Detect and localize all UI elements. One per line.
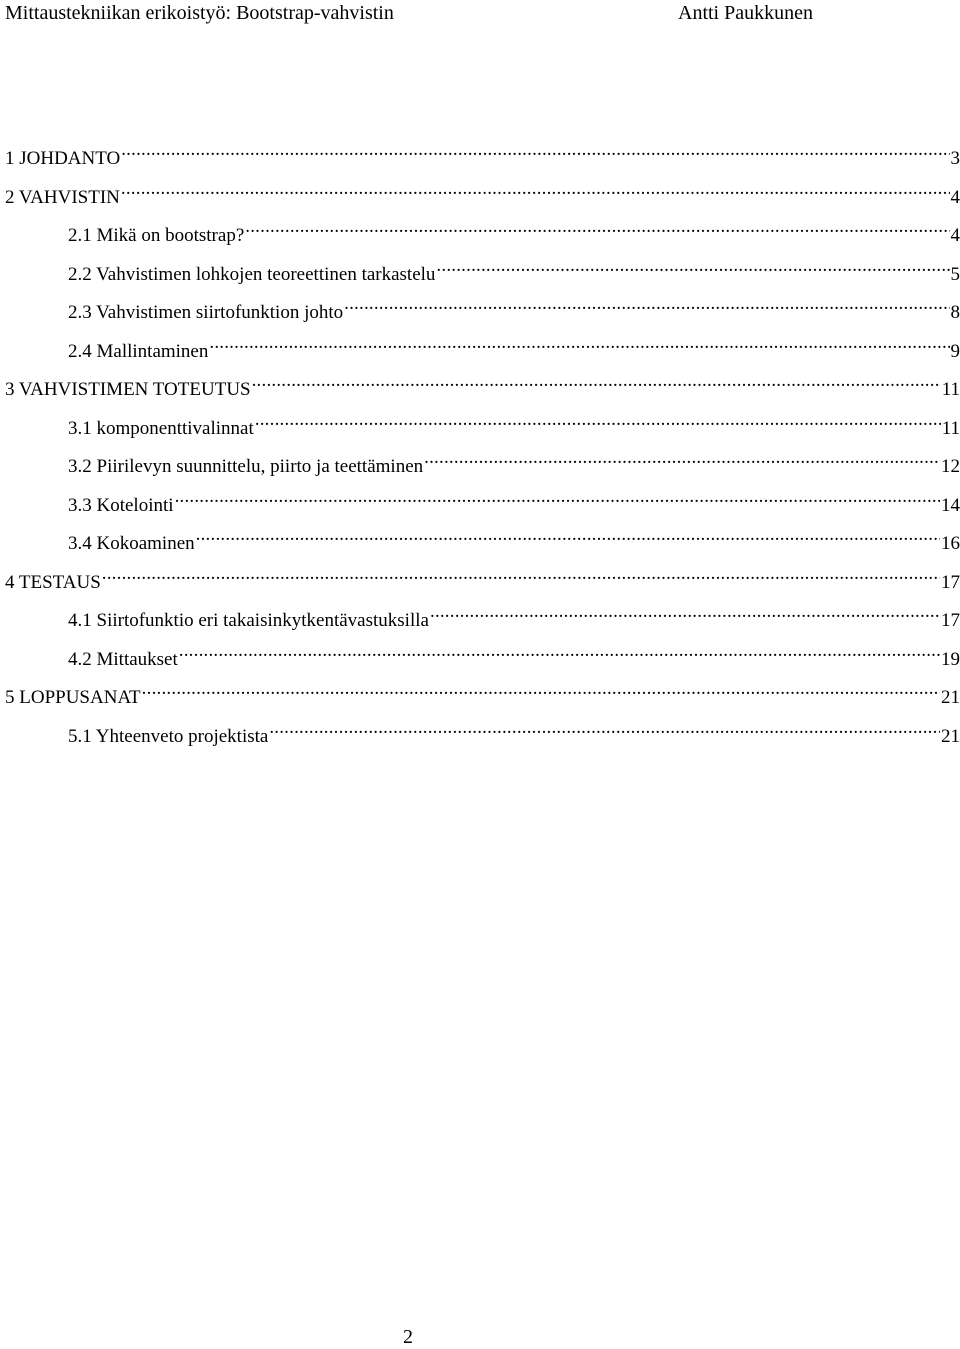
toc-dot-leader <box>179 637 940 665</box>
toc-entry-title: 4.2 Mittaukset <box>68 648 178 670</box>
toc-dot-leader <box>269 714 940 742</box>
toc-entry-page: 4 <box>950 225 960 246</box>
toc-entry-page: 19 <box>941 648 960 670</box>
toc-entry-yhteenveto[interactable] <box>5 714 960 753</box>
toc-entry-page: 14 <box>941 494 960 516</box>
table-of-contents <box>5 136 960 752</box>
toc-entry-johdanto[interactable] <box>5 136 960 175</box>
toc-entry-title: 3.3 Kotelointi <box>68 494 174 516</box>
toc-entry-title: 3 VAHVISTIMEN TOTEUTUS <box>5 379 251 400</box>
toc-dot-leader <box>252 367 941 395</box>
toc-dot-leader <box>245 213 949 241</box>
toc-entry-title: 2.1 Mikä on bootstrap? <box>68 225 245 246</box>
toc-entry-page: 5 <box>950 263 960 285</box>
toc-dot-leader <box>255 406 941 434</box>
toc-entry-page: 12 <box>941 456 960 477</box>
toc-dot-leader <box>142 675 940 703</box>
toc-entry-page: 4 <box>950 186 960 208</box>
page-number: 2 <box>403 1326 413 1348</box>
toc-entry-kotelointi[interactable] <box>5 483 960 522</box>
toc-entry-title: 3.4 Kokoaminen <box>68 533 195 554</box>
toc-entry-page: 16 <box>941 533 960 554</box>
toc-entry-vahvistimen-toteutus[interactable] <box>5 367 960 406</box>
toc-entry-komponenttivalinnat[interactable] <box>5 406 960 445</box>
toc-dot-leader <box>436 252 949 280</box>
toc-dot-leader <box>209 329 949 357</box>
toc-entry-piirilevyn-suunnittelu[interactable] <box>5 444 960 483</box>
toc-entry-mallintaminen[interactable] <box>5 329 960 368</box>
toc-entry-mittaukset[interactable] <box>5 637 960 676</box>
toc-entry-page: 3 <box>950 148 960 169</box>
page-header <box>5 0 813 28</box>
toc-entry-title: 3.1 komponenttivalinnat <box>68 417 254 439</box>
toc-entry-loppusanat[interactable] <box>5 675 960 714</box>
toc-entry-page: 21 <box>941 725 960 747</box>
toc-entry-page: 8 <box>950 302 960 323</box>
toc-dot-leader <box>344 290 949 318</box>
document-title: Mittaustekniikan erikoistyö: Bootstrap-vahvistin <box>5 2 394 24</box>
toc-entry-title: 3.2 Piirilevyn suunnittelu, piirto ja teettäminen <box>68 456 424 477</box>
toc-entry-title: 2 VAHVISTIN <box>5 186 120 208</box>
toc-entry-title: 4 TESTAUS <box>5 571 101 593</box>
toc-dot-leader <box>102 560 940 588</box>
toc-dot-leader <box>430 598 940 626</box>
toc-entry-kokoaminen[interactable] <box>5 521 960 560</box>
toc-entry-page: 17 <box>941 610 960 631</box>
toc-entry-title: 1 JOHDANTO <box>5 148 121 169</box>
toc-entry-title: 2.3 Vahvistimen siirtofunktion johto <box>68 302 344 323</box>
toc-dot-leader <box>175 483 940 511</box>
toc-dot-leader <box>121 175 950 203</box>
toc-entry-lohkojen-tarkastelu[interactable] <box>5 252 960 291</box>
toc-dot-leader <box>424 444 940 472</box>
author-name: Antti Paukkunen <box>678 2 813 24</box>
toc-entry-mika-on-bootstrap[interactable] <box>5 213 960 252</box>
toc-entry-siirtofunktio[interactable] <box>5 598 960 637</box>
toc-entry-page: 11 <box>941 379 960 400</box>
toc-entry-testaus[interactable] <box>5 560 960 599</box>
toc-entry-title: 4.1 Siirtofunktio eri takaisinkytkentävastuksilla <box>68 610 429 631</box>
toc-entry-page: 9 <box>950 340 960 362</box>
toc-entry-page: 11 <box>941 417 960 439</box>
toc-entry-page: 21 <box>941 687 960 708</box>
toc-entry-page: 17 <box>941 571 960 593</box>
toc-entry-siirtofunktion-johto[interactable] <box>5 290 960 329</box>
toc-entry-title: 5.1 Yhteenveto projektista <box>68 725 269 747</box>
toc-dot-leader <box>196 521 940 549</box>
toc-entry-title: 2.4 Mallintaminen <box>68 340 209 362</box>
toc-dot-leader <box>121 136 949 164</box>
toc-entry-title: 2.2 Vahvistimen lohkojen teoreettinen tarkastelu <box>68 263 436 285</box>
toc-entry-title: 5 LOPPUSANAT <box>5 687 141 708</box>
toc-entry-vahvistin[interactable] <box>5 175 960 214</box>
